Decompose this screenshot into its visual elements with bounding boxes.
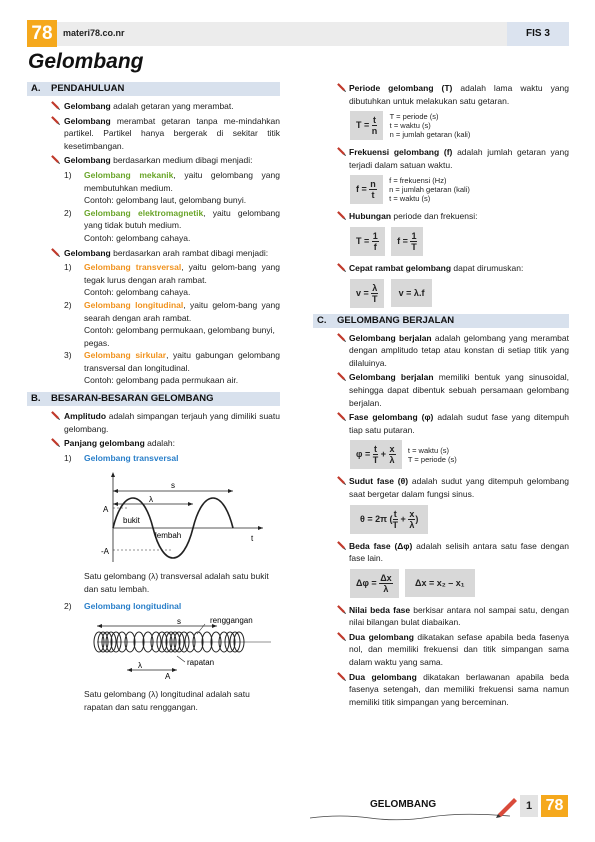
list-item: 1) Gelombang mekanik, yaitu gelombang yang membutuhkan medium.: [64, 169, 280, 193]
pencil-bullet-icon: [51, 248, 60, 257]
formula-box: T = $\frac{t}{n}$: [350, 111, 383, 140]
pencil-bullet-icon: [51, 411, 60, 420]
pencil-bullet-icon: [337, 83, 346, 92]
formula-row: [350, 111, 569, 140]
footer-line: [310, 810, 510, 822]
section-a-header: A. PENDAHULUAN: [27, 82, 280, 96]
example-text: Contoh: gelombang cahaya.: [84, 232, 191, 243]
bullet: Panjang gelombang adalah:: [27, 437, 280, 450]
section-b-header: B. BESARAN-BESARAN GELOMBANG: [27, 392, 280, 406]
formula-definitions: T = periode (s) t = waktu (s) n = jumlah getaran (kali): [389, 112, 471, 140]
formula-box: θ = 2π ( $\frac{t}{T}$ + $\frac{x}{\lambda}$ ): [350, 505, 428, 534]
pencil-bullet-icon: [337, 372, 346, 381]
bullet: Dua gelombang dikatakan sefase apabila beda fasenya nol, dan memiliki frekuensi dan titik simpangan sama dalam waktu yang sama.: [313, 631, 569, 669]
list-item: 2) Gelombang longitudinal, yaitu gelom-bang yang searah dengan arah rambat.: [64, 299, 280, 323]
subject-badge: FIS 3: [507, 22, 569, 46]
logo-badge: 78: [27, 20, 57, 47]
formula-row: [350, 175, 569, 204]
pencil-bullet-icon: [337, 605, 346, 614]
bullet: Fase gelombang (φ) adalah sudut fase yang ditempuh tiap satu putaran.: [313, 411, 569, 436]
footer-chapter: GELOMBANG: [370, 799, 437, 810]
longitudinal-wave-diagram: [27, 612, 280, 682]
pencil-bullet-icon: [337, 632, 346, 641]
formula-row: [350, 279, 569, 308]
diagram-label: -A: [101, 547, 109, 557]
site-url[interactable]: materi78.co.nr: [63, 28, 125, 38]
bullet: Sudut fase (θ) adalah sudut yang ditempuh gelombang saat bergetar dalam fungsi sinus.: [313, 475, 569, 500]
bullet: Nilai beda fase berkisar antara nol sampai satu, dengan nilai bilangan bulat diabaikan.: [313, 604, 569, 629]
diagram-label: λ: [138, 661, 142, 671]
formula-definitions: t = waktu (s) T = periode (s): [407, 445, 457, 464]
page-title: Gelombang: [28, 50, 144, 73]
pencil-bullet-icon: [337, 263, 346, 272]
bullet: Gelombang berjalan memiliki bentuk yang sinusoidal, sehingga dapat dibentuk sebuah persamaan gelombang berjalan.: [313, 371, 569, 409]
diagram-label: s: [177, 617, 181, 627]
pencil-bullet-icon: [337, 211, 346, 220]
pencil-bullet-icon: [51, 155, 60, 164]
pencil-icon: [494, 792, 520, 818]
pencil-bullet-icon: [337, 672, 346, 681]
list-item: 3) Gelombang sirkular, yaitu gabungan gelombang transversal dan longitudinal.: [64, 350, 280, 373]
formula-box: T = $\frac{1}{f}$: [350, 227, 385, 256]
pencil-bullet-icon: [337, 333, 346, 342]
formula-box: Δx = x₂ – x₁: [405, 569, 474, 598]
bullet: Amplitudo adalah simpangan terjauh yang dimiliki suatu gelombang.: [27, 410, 280, 435]
diagram-label: A: [165, 672, 171, 682]
diagram-label: lembah: [155, 531, 182, 541]
right-column: [313, 82, 569, 710]
figure-caption: Satu gelombang (λ) longitudinal adalah satu rapatan dan satu renggangan.: [84, 689, 250, 712]
formula-box: Δφ = $\frac{\Delta x}{\lambda}$: [350, 569, 399, 598]
formula-box: f = $\frac{n}{t}$: [350, 175, 383, 204]
bullet: Gelombang adalah getaran yang merambat.: [27, 100, 280, 113]
formula-box: v = $\frac{\lambda}{T}$: [350, 279, 384, 308]
bullet: Gelombang berdasarkan arah rambat dibagi menjadi:: [27, 247, 280, 260]
pencil-bullet-icon: [51, 101, 60, 110]
list-item: 1) Gelombang transversal: [64, 452, 179, 463]
bullet: Cepat rambat gelombang dapat dirumuskan:: [313, 262, 569, 275]
bullet: Hubungan periode dan frekuensi:: [313, 210, 569, 223]
formula-row: [350, 505, 569, 534]
pencil-bullet-icon: [337, 476, 346, 485]
formula-box: v = λ.f: [391, 279, 433, 308]
bullet: Frekuensi gelombang (f) adalah jumlah getaran yang terjadi dalam satuan waktu.: [313, 146, 569, 171]
pencil-bullet-icon: [51, 438, 60, 447]
left-column: [27, 82, 280, 713]
pencil-bullet-icon: [337, 541, 346, 550]
diagram-label: t: [251, 534, 254, 544]
example-text: Contoh: gelombang laut, gelombang bunyi.: [84, 195, 247, 206]
example-text: Contoh: gelombang permukaan, gelombang bunyi, pegas.: [84, 325, 275, 348]
formula-row: [350, 569, 569, 598]
diagram-label: renggangan: [210, 616, 253, 626]
formula-box: f = $\frac{1}{T}$: [391, 227, 423, 256]
diagram-label: s: [171, 481, 175, 491]
diagram-label: rapatan: [187, 658, 215, 668]
bullet: Beda fase (Δφ) adalah selisih antara satu fase dengan fase lain.: [313, 540, 569, 565]
bullet: Gelombang berjalan adalah gelombang yang merambat dengan amplitudo tetap atau konstan di setiap titik yang dilaluinya.: [313, 332, 569, 370]
pencil-bullet-icon: [337, 147, 346, 156]
list-item: 1) Gelombang transversal, yaitu gelom-bang yang tegak lurus dengan arah rambat.: [64, 262, 280, 285]
page-number: 1: [520, 795, 538, 817]
bullet: Periode gelombang (T) adalah lama waktu yang dibutuhkan untuk melakukan satu getaran.: [313, 82, 569, 107]
formula-row: [350, 440, 569, 469]
diagram-label: A: [103, 505, 109, 515]
transverse-wave-diagram: [27, 466, 280, 568]
section-c-header: C. GELOMBANG BERJALAN: [313, 314, 569, 328]
list-item: 2) Gelombang elektromagnetik, yaitu gelombang yang tidak butuh medium.: [64, 207, 280, 231]
pencil-bullet-icon: [337, 412, 346, 421]
bullet: Dua gelombang dikatakan berlawanan apabila beda fasenya setengah, dan memiliki frekuensi sama namun memiliki titik simpangan yang berceminan.: [313, 671, 569, 709]
formula-definitions: f = frekuensi (Hz) n = jumlah getaran (kali) t = waktu (s): [389, 176, 470, 204]
diagram-label: λ: [149, 495, 153, 505]
footer-logo: 78: [541, 795, 568, 817]
example-text: Contoh: gelombang pada permukaan air.: [84, 375, 239, 386]
list-item: 2) Gelombang longitudinal: [64, 600, 182, 611]
formula-row: [350, 227, 569, 256]
bullet: Gelombang merambat getaran tanpa me-mindahkan partikel. Partikel hanya bergerak di sekitar titik kesetimbangan.: [27, 115, 280, 153]
pencil-bullet-icon: [51, 116, 60, 125]
diagram-label: bukit: [123, 516, 140, 526]
bullet: Gelombang berdasarkan medium dibagi menjadi:: [27, 154, 280, 167]
figure-caption: Satu gelombang (λ) transversal adalah satu bukit dan satu lembah.: [84, 571, 269, 595]
example-text: Contoh: gelombang cahaya.: [84, 287, 191, 298]
formula-box: φ = $\frac{t}{T}$ + $\frac{x}{\lambda}$: [350, 440, 402, 469]
